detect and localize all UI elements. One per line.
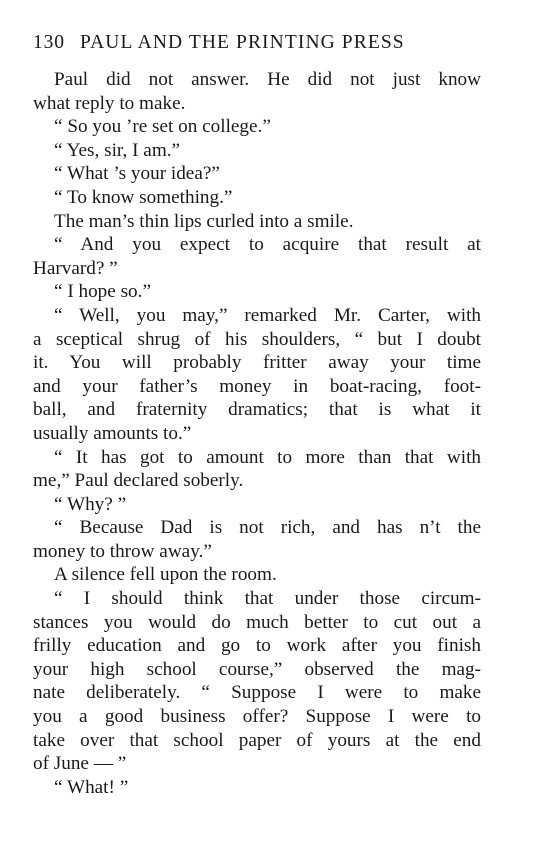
text-line: The man’s thin lips curled into a smile.	[54, 210, 354, 232]
text-line: Harvard? ”	[33, 257, 118, 279]
text-line: “ Because Dad is not rich, and has n’t the	[54, 517, 481, 539]
text-line: of June — ”	[33, 753, 127, 775]
text-line: ball, and fraternity dramatics; that is what it	[33, 399, 481, 421]
text-line: it. You will probably fritter away your time	[33, 352, 481, 374]
text-line: your high school course,” observed the mag-	[33, 658, 481, 680]
text-line: “ What! ”	[54, 776, 129, 798]
text-line: frilly education and go to work after you finish	[33, 635, 481, 657]
text-line: “ Yes, sir, I am.”	[54, 139, 181, 161]
text-line: “ And you expect to acquire that result at	[54, 234, 481, 256]
text-line: nate deliberately. “ Suppose I were to make	[33, 682, 481, 704]
text-line: “ Why? ”	[54, 493, 127, 515]
text-line: A silence fell upon the room.	[54, 564, 277, 586]
text-line: take over that school paper of yours at the end	[33, 729, 481, 751]
text-line: “ I should think that under those circum-	[54, 588, 481, 610]
text-line: “ So you ’re set on college.”	[54, 116, 271, 138]
text-line: money to throw away.”	[33, 540, 212, 562]
text-line: “ Well, you may,” remarked Mr. Carter, with	[54, 304, 481, 326]
body-text	[33, 68, 481, 799]
text-line: Paul did not answer. He did not just know	[54, 69, 481, 90]
text-line: “ It has got to amount to more than that with	[54, 446, 481, 468]
text-line: what reply to make.	[33, 92, 186, 114]
text-line: “ What ’s your idea?”	[54, 163, 220, 185]
page-number: 130	[33, 32, 65, 53]
text-line: a sceptical shrug of his shoulders, “ but I doubt	[33, 328, 481, 350]
text-line: and your father’s money in boat-racing, foot-	[33, 375, 481, 397]
book-page	[33, 32, 481, 799]
text-line: stances you would do much better to cut out a	[33, 611, 481, 633]
text-line: you a good business offer? Suppose I were to	[33, 706, 481, 728]
text-line: me,” Paul declared soberly.	[33, 470, 244, 492]
running-head: PAUL AND THE PRINTING PRESS	[79, 32, 405, 53]
text-line: “ To know something.”	[54, 186, 233, 208]
text-line: “ I hope so.”	[54, 281, 151, 303]
text-line: usually amounts to.”	[33, 422, 192, 444]
page-header	[33, 32, 481, 62]
